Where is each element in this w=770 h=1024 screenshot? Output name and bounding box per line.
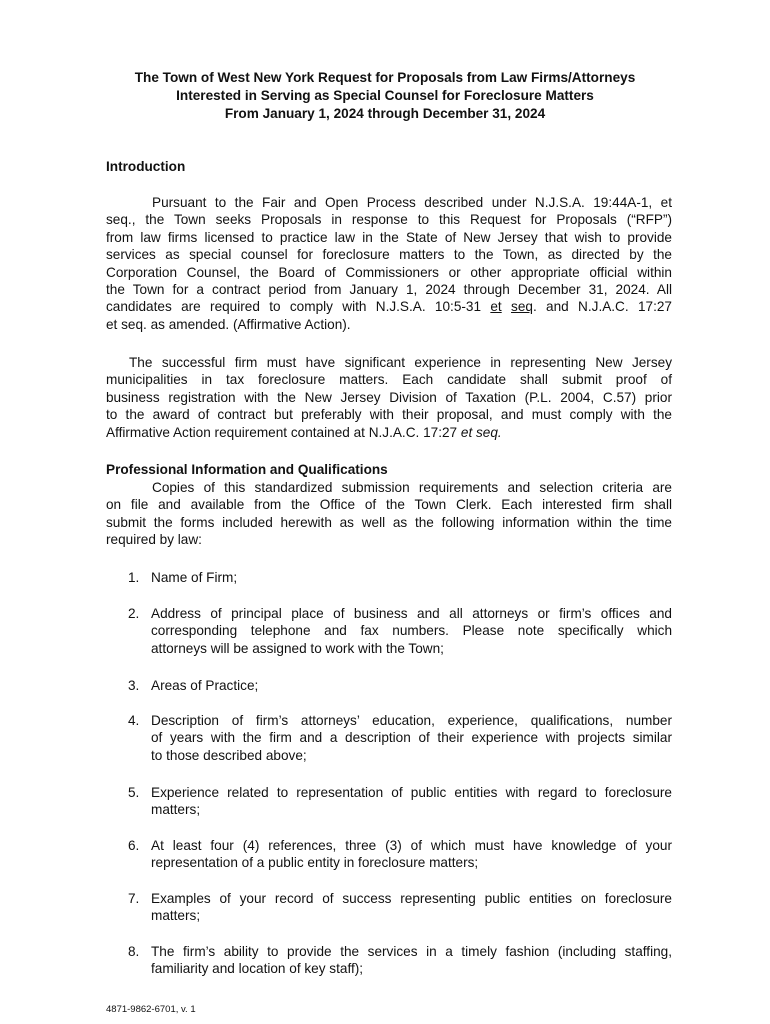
list-item-line: Examples of your record of success representing public entities on foreclosure [151,891,672,906]
professional-paragraph [106,479,672,549]
list-item-line: representation of a public entity in foreclosure matters; [151,855,479,871]
seq-underlined: seq [511,299,533,315]
introduction-paragraph-2 [106,354,672,441]
list-number: 6. [128,838,140,853]
document-title [100,69,670,123]
paragraph-line: the Town for a contract period from January 1, 2024 through December 31, 2024. All [106,282,672,298]
list-item-line: of years with the firm and a description of their experience with projects similar [151,730,672,746]
introduction-heading: Introduction [106,159,186,174]
professional-heading: Professional Information and Qualifications [106,462,388,477]
list-item-line: matters; [151,908,201,924]
list-item-line: At least four (4) references, three (3) of which must have knowledge of your [151,838,672,853]
list-item-line: Address of principal place of business and all attorneys or firm’s offices and [151,606,672,621]
paragraph-line: submit the forms included herewith as well as the following information within the time [106,514,672,530]
paragraph-line: et seq. as amended. (Affirmative Action). [106,316,351,332]
paragraph-line: municipalities in tax foreclosure matters. Each candidate shall submit proof of [106,372,672,388]
paragraph-line: Affirmative Action requirement contained at N.J.A.C. 17:27 et seq. [106,424,502,440]
paragraph-line: required by law: [106,532,202,548]
paragraph-line: from law firms licensed to practice law in the State of New Jersey that wish to provide [106,229,672,245]
introduction-paragraph-1 [106,194,672,333]
paragraph-line: seq., the Town seeks Proposals in response to this Request for Proposals (“RFP”) [106,212,672,228]
paragraph-line: on file and available from the Office of the Town Clerk. Each interested firm shall [106,497,672,513]
paragraph-line: candidates are required to comply with N.J.S.A. 10:5-31 et seq. and N.J.A.C. 17:27 [106,299,672,315]
list-number: 8. [128,944,140,959]
et-underlined: et [490,299,502,315]
paragraph-line: Corporation Counsel, the Board of Commissioners or other appropriate official within [106,264,672,280]
list-item-line: Description of firm’s attorneys’ education, experience, qualifications, number [151,713,672,728]
list-item-line: to those described above; [151,747,307,763]
list-item-line: familiarity and location of key staff); [151,961,364,977]
list-item-line: Experience related to representation of public entities with regard to foreclosure [151,785,672,800]
et-seq-italic: et seq. [460,424,502,440]
list-number: 1. [128,570,140,585]
title-line-2: Interested in Serving as Special Counsel for Foreclosure Matters [176,88,594,103]
list-number: 5. [128,785,140,800]
title-line-3: From January 1, 2024 through December 31, 2024 [224,106,546,121]
paragraph-line: business registration with the New Jersey Division of Taxation (P.L. 2004, C.57) prior [106,389,672,405]
paragraph-line: The successful firm must have significant experience in representing New Jersey [129,355,672,370]
list-item-line: Name of Firm; [151,570,238,585]
list-number: 3. [128,678,140,693]
document-id-footer: 4871-9862-6701, v. 1 [106,1004,196,1015]
list-item-line: The firm’s ability to provide the services in a timely fashion (including staffing, [151,944,672,959]
list-number: 7. [128,891,140,906]
list-item-line: corresponding telephone and fax numbers. Please note specifically which [151,623,672,639]
paragraph-line: services as special counsel for foreclosure matters to the Town, as directed by the [106,247,672,263]
paragraph-line: Copies of this standardized submission requirements and selection criteria are [152,480,672,495]
list-number: 4. [128,713,140,728]
paragraph-line: to the award of contract but preferably with their proposal, and must comply with the [106,407,672,423]
paragraph-line: Pursuant to the Fair and Open Process described under N.J.S.A. 19:44A-1, et [152,195,672,210]
list-item-line: Areas of Practice; [151,678,259,693]
list-number: 2. [128,606,140,621]
list-item-line: attorneys will be assigned to work with the Town; [151,640,444,656]
title-line-1: The Town of West New York Request for Proposals from Law Firms/Attorneys [134,70,636,85]
list-item-line: matters; [151,802,201,818]
